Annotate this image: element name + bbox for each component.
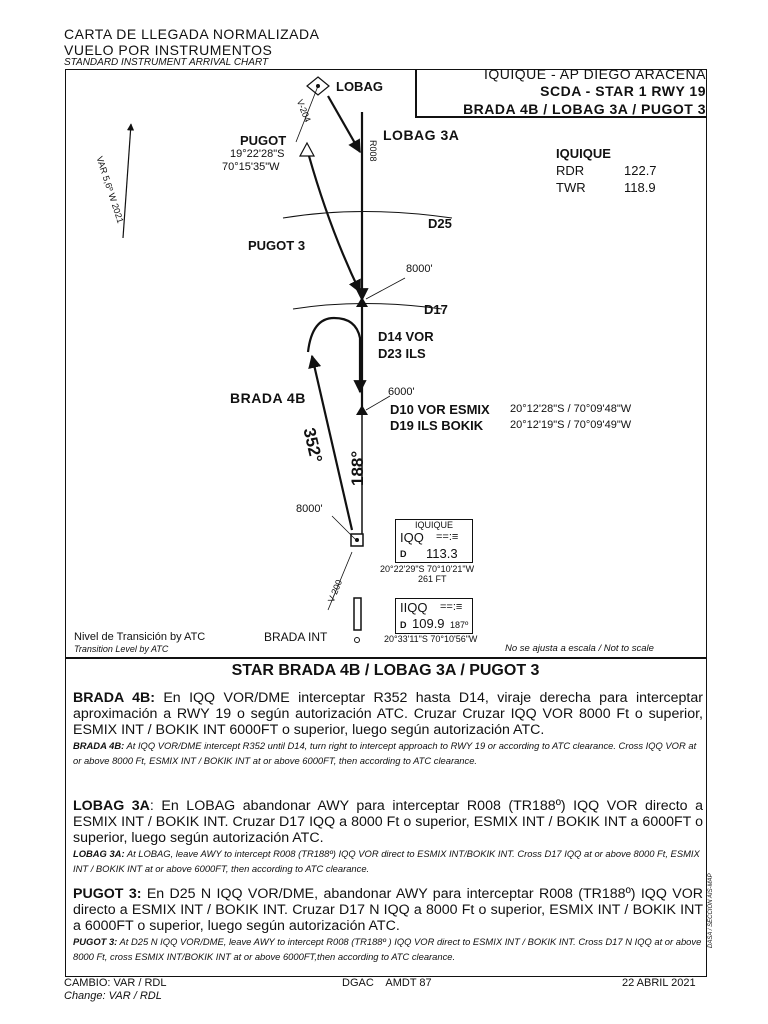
publisher-side-note: DASA / SECCIÓN AIS-MAP xyxy=(708,873,714,948)
lobag-fix-icon xyxy=(307,77,329,95)
lobag-3a-name-en: LOBAG 3A: xyxy=(73,848,125,859)
magnetic-variation: VAR 5,6º W 2021 xyxy=(94,155,126,225)
airport-name: IQUIQUE - AP DIEGO ARACENA xyxy=(483,66,706,82)
lobag-3a-label: LOBAG 3A xyxy=(383,127,460,143)
ils-frequency: 109.9 xyxy=(412,616,445,631)
vor-data-box xyxy=(395,519,473,563)
lobag-3a-name: LOBAG 3A xyxy=(73,798,150,814)
d19-coordinates: 20°12'19"S / 70°09'49"W xyxy=(510,419,632,431)
brada-4b-label: BRADA 4B xyxy=(230,390,306,406)
ils-coordinates: 20°33'11"S 70°10'56"W xyxy=(384,634,478,644)
pugot-3-text-en: At D25 N IQQ VOR/DME, leave AWY to intercept R008 (TR188º ) IQQ VOR direct to ESMIX INT / BOKIK INT. Cross D17 N IQQ at or above 8000 Ft, cross ESMIX INT/BOKIK INT at or above 6000FT,then according to ATC clearance. xyxy=(73,936,702,962)
pugot-longitude: 70°15'35"W xyxy=(222,161,280,173)
ils-data-box xyxy=(395,598,473,634)
procedure-names: BRADA 4B / LOBAG 3A / PUGOT 3 xyxy=(463,101,706,117)
chart-identifier: SCDA - STAR 1 RWY 19 xyxy=(540,83,706,99)
vor-dme-icon xyxy=(351,534,363,546)
brada-4b-name: BRADA 4B: xyxy=(73,690,155,706)
d25-label: D25 xyxy=(428,216,452,231)
pugot-label: PUGOT xyxy=(240,133,287,148)
comms-rdr-freq: 122.7 xyxy=(624,163,657,178)
brada-4b-name-en: BRADA 4B: xyxy=(73,740,125,751)
vor-elevation: 261 FT xyxy=(418,574,447,584)
v204-label: V-204 xyxy=(294,98,313,124)
pugot-3-name-en: PUGOT 3: xyxy=(73,936,118,947)
scale-note: No se ajusta a escala / Not to scale xyxy=(505,643,654,654)
v200-label: V-200 xyxy=(326,578,345,604)
comms-twr-freq: 118.9 xyxy=(624,180,656,195)
ils-morse: ==:≡ xyxy=(440,601,463,613)
change-note-en: Change: VAR / RDL xyxy=(64,990,162,1002)
chart-subtitle: VUELO POR INSTRUMENTOS xyxy=(64,42,273,58)
ils-ident: IIQQ xyxy=(400,600,428,615)
lobag-route xyxy=(328,96,360,152)
d23-ils-label: D23 ILS xyxy=(378,346,426,361)
course-188-label: 188° xyxy=(348,450,367,486)
pugot-3-section xyxy=(73,886,703,964)
alt-leader-6000 xyxy=(366,396,390,410)
ils-dme-tag: D xyxy=(400,620,407,630)
r008-label: R008 xyxy=(368,140,378,162)
pugot-3-text-es: En D25 N IQQ VOR/DME, abandonar AWY para interceptar R008 (TR188º) IQQ VOR directo a ESMIX INT / BOKIK INT. Cruzar D17 N IQQ a 8000 Ft o superior, ESMIX INT / BOKIK INT a 6000FT o superior, luego según autorización ATC. xyxy=(73,886,703,934)
vor-frequency: 113.3 xyxy=(426,546,458,561)
brada-4b-text-es: En IQQ VOR/DME interceptar R352 hasta D14, viraje derecha para interceptar aproximación a RWY 19 o según autorización ATC. Cruzar Cruzar IQQ VOR 8000 Ft o superior, ESMIX INT / BOKIK INT 6000FT o superior, luego según autorización ATC. xyxy=(73,690,703,738)
chart-type-title: CARTA DE LLEGADA NORMALIZADA xyxy=(64,26,320,42)
lobag-3a-text-es: : En LOBAG abandonar AWY para interceptar R008 (TR188º) IQQ VOR directo a ESMIX INT / BOKIK INT. Cruzar D17 IQQ a 8000 Ft o superior, ESMIX INT / BOKIK INT a 6000FT o superior, luego según autorización ATC. xyxy=(73,798,704,846)
brada-4b-text-en: At IQQ VOR/DME intercept R352 until D14, turn right to intercept approach to RWY 19 or according to ATC clearance. Cross IQQ VOR at or above 8000 Ft, ESMIX INT / BOKIK INT at or above 6000FT, then according to ATC clearance. xyxy=(73,740,697,766)
vor-morse: ==:≡ xyxy=(436,531,459,543)
procedure-title: STAR BRADA 4B / LOBAG 3A / PUGOT 3 xyxy=(231,662,540,679)
d25-arc xyxy=(283,212,452,219)
pugot-latitude: 19°22'28"S xyxy=(230,148,285,160)
pugot-triangle-icon xyxy=(300,143,314,156)
chart-title-english: STANDARD INSTRUMENT ARRIVAL CHART xyxy=(64,57,269,68)
lobag-3a-section xyxy=(73,798,703,876)
vor-name: IQUIQUE xyxy=(414,520,453,530)
lobag-label: LOBAG xyxy=(336,79,383,94)
pugot-3-label: PUGOT 3 xyxy=(248,238,306,253)
course-352-label: 352° xyxy=(299,426,326,465)
comms-twr-name: TWR xyxy=(556,180,586,195)
vor-coordinates: 20°22'29"S 70°10'21"W xyxy=(380,564,475,574)
brada-turn xyxy=(308,318,360,392)
brada-int-label: BRADA INT xyxy=(264,630,328,644)
d19-bokik-label: D19 ILS BOKIK xyxy=(390,418,484,433)
vor-ident: IQQ xyxy=(400,530,424,545)
runway-icon xyxy=(354,598,361,630)
alt-leader-top xyxy=(366,278,405,299)
d14-vor-label: D14 VOR xyxy=(378,329,434,344)
alt-8000-bottom: 8000' xyxy=(296,503,323,515)
vor-dme-tag: D xyxy=(400,549,407,559)
ils-course: 187º xyxy=(450,620,469,630)
transition-level-es: Nivel de Transición by ATC xyxy=(74,631,206,643)
effective-date: 22 ABRIL 2021 xyxy=(622,977,696,989)
comms-title: IQUIQUE xyxy=(556,146,611,161)
pugot-3-name: PUGOT 3: xyxy=(73,886,142,902)
amendment: DGAC AMDT 87 xyxy=(342,977,432,989)
lobag-3a-text-en: At LOBAG, leave AWY to intercept R008 (TR188º) IQQ VOR direct to ESMIX INT/BOKIK INT. Cross D17 IQQ at or above 8000 Ft, ESMIX INT / BOKIK INT at or above 6000FT, then according to ATC clearance. xyxy=(73,848,700,874)
airport-icon xyxy=(355,638,360,643)
d10-esmix-label: D10 VOR ESMIX xyxy=(390,402,490,417)
brada-4b-section xyxy=(73,690,703,768)
comms-rdr-name: RDR xyxy=(556,163,585,178)
alt-8000-top: 8000' xyxy=(406,263,433,275)
d17-label: D17 xyxy=(424,302,448,317)
alt-6000: 6000' xyxy=(388,386,415,398)
transition-level-en: Transition Level by ATC xyxy=(74,644,169,654)
pugot-route xyxy=(309,156,360,292)
d10-coordinates: 20°12'28"S / 70°09'48"W xyxy=(510,403,632,415)
change-note-es: CAMBIO: VAR / RDL xyxy=(64,977,167,989)
